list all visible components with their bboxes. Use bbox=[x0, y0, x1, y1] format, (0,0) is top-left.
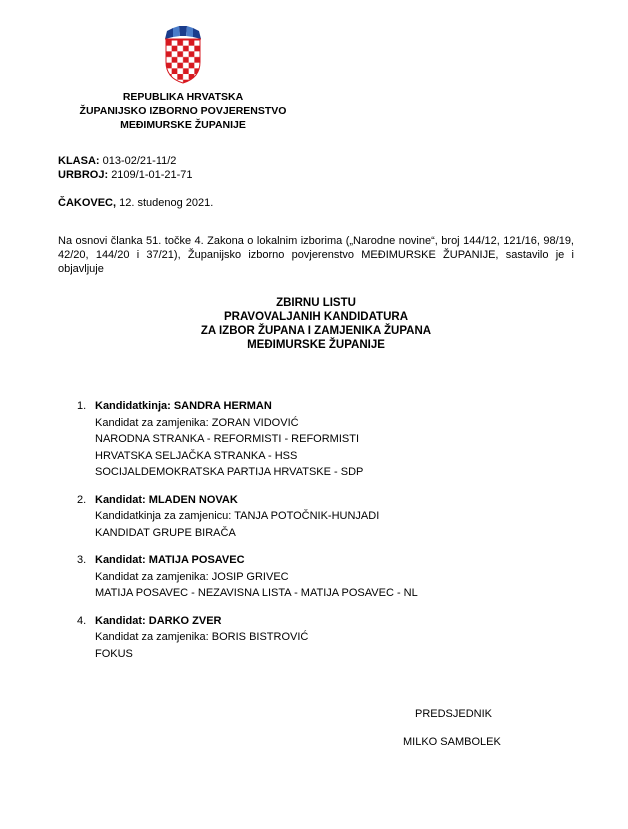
candidate-line: Kandidat za zamjenika: JOSIP GRIVEC bbox=[95, 570, 289, 583]
candidate-line: NARODNA STRANKA - REFORMISTI - REFORMISTI bbox=[95, 433, 360, 445]
authority-header bbox=[58, 90, 308, 132]
candidate-line: Kandidatkinja za zamjenicu: TANJA POTOČNIK-HUNJADI bbox=[95, 510, 380, 522]
candidate-lead: Kandidat: MATIJA POSAVEC bbox=[95, 554, 245, 566]
document-title bbox=[58, 296, 574, 352]
candidate-lead: Kandidat: DARKO ZVER bbox=[95, 614, 222, 627]
signature-role: PREDSJEDNIK bbox=[415, 708, 493, 720]
klasa-label: KLASA: bbox=[58, 155, 100, 167]
signature-name: MILKO SAMBOLEK bbox=[403, 736, 501, 748]
urbroj-label: URBROJ: bbox=[58, 169, 109, 181]
candidate-list bbox=[58, 398, 578, 673]
candidate-line: Kandidat za zamjenika: ZORAN VIDOVIĆ bbox=[95, 416, 299, 429]
urbroj-value: 2109/1-01-21-71 bbox=[111, 169, 193, 181]
urbroj-line bbox=[58, 168, 193, 182]
candidate-line: SOCIJALDEMOKRATSKA PARTIJA HRVATSKE - SDP bbox=[95, 466, 364, 478]
candidate-line: FOKUS bbox=[95, 647, 133, 660]
klasa-value: 013-02/21-11/2 bbox=[102, 155, 177, 167]
place-date-line bbox=[58, 196, 213, 210]
title-line-3: ZA IZBOR ŽUPANA I ZAMJENIKA ŽUPANA bbox=[200, 325, 432, 337]
candidate-lead: Kandidatkinja: SANDRA HERMAN bbox=[95, 400, 272, 412]
candidate-entry bbox=[58, 552, 578, 602]
candidate-number: 2. bbox=[77, 493, 87, 506]
candidate-number: 3. bbox=[77, 554, 87, 566]
candidate-line: MATIJA POSAVEC - NEZAVISNA LISTA - MATIJA POSAVEC - NL bbox=[95, 587, 418, 599]
candidate-number: 4. bbox=[77, 614, 87, 627]
header-line-2: ŽUPANIJSKO IZBORNO POVJERENSTVO bbox=[79, 105, 287, 117]
candidate-line: HRVATSKA SELJAČKA STRANKA - HSS bbox=[95, 449, 298, 462]
date-value: 12. studenog 2021. bbox=[119, 197, 214, 209]
header-line-3: MEĐIMURSKE ŽUPANIJE bbox=[120, 119, 246, 131]
candidate-line: Kandidat za zamjenika: BORIS BISTROVIĆ bbox=[95, 631, 309, 643]
candidate-entry bbox=[58, 398, 578, 481]
title-line-1: ZBIRNU LISTU bbox=[276, 297, 356, 309]
candidate-entry bbox=[58, 613, 578, 663]
croatian-coat-of-arms-icon bbox=[161, 26, 205, 84]
klasa-line bbox=[58, 154, 176, 168]
title-line-2: PRAVOVALJANIH KANDIDATURA bbox=[224, 311, 408, 323]
place-label: ČAKOVEC, bbox=[58, 197, 117, 209]
candidate-number: 1. bbox=[77, 400, 87, 412]
candidate-lead: Kandidat: MLADEN NOVAK bbox=[95, 493, 238, 506]
candidate-entry bbox=[58, 492, 578, 542]
intro-paragraph: Na osnovi članka 51. točke 4. Zakona o lokalnim izborima („Narodne novine“, broj 144/12, 121/16, 98/19, 42/20, 144/20 i 37/21), Županijsko izborno povjerenstvo MEĐIMURSKE ŽUPANIJE, sastavilo je i objavljuje bbox=[58, 235, 574, 275]
header-line-1: REPUBLIKA HRVATSKA bbox=[122, 91, 244, 103]
title-line-4: MEĐIMURSKE ŽUPANIJE bbox=[247, 339, 385, 351]
candidate-line: KANDIDAT GRUPE BIRAČA bbox=[95, 526, 236, 539]
